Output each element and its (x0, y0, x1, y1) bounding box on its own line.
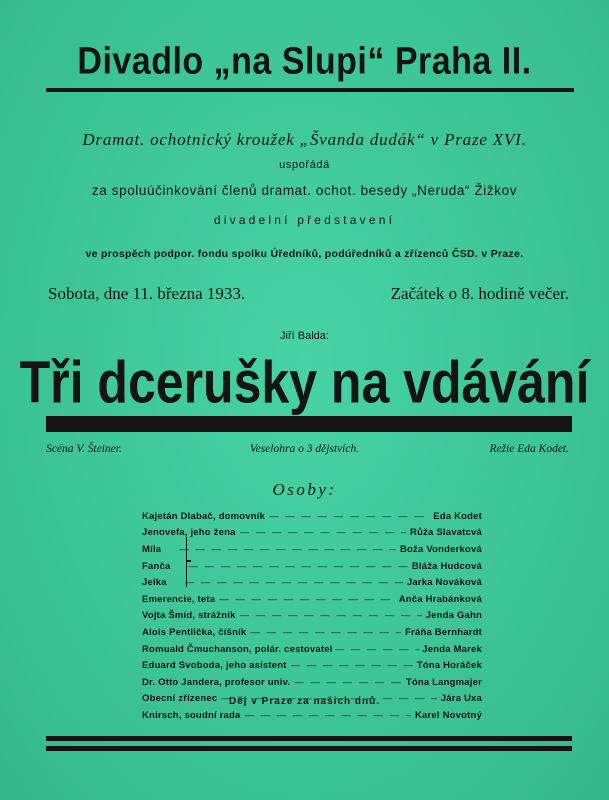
organizes-word: uspořádá (279, 159, 330, 171)
actor-name: Jarka Nováková (406, 577, 482, 589)
role-name: Dr. Otto Jandera, profesor univ. (142, 676, 291, 688)
cast-list (142, 508, 482, 724)
actor-name: Jára Uxa (440, 693, 482, 705)
director-credit: Režie Eda Kodet. (489, 443, 569, 455)
start-time: Začátek o 8. hodině večer. (390, 284, 569, 303)
actor-name: Anča Hrabánková (398, 593, 482, 605)
role-name: Kajetán Dlabač, domovník (142, 510, 266, 522)
organizer-line: Dramat. ochotnický kroužek „Švanda dudák“ v Praze XVI. (82, 130, 527, 149)
cooperation-line: za spoluúčinkování členů dramat. ochot. besedy „Neruda“ Žižkov (91, 183, 518, 198)
role-name: Knirsch, soudní rada (142, 709, 241, 721)
cast-row (142, 591, 482, 608)
role-name: Eduard Svoboda, jeho asistent (142, 660, 287, 672)
role-name: Romuald Čmuchanson, polár. cestovatel (142, 643, 333, 655)
actor-name: Růža Slavatcvá (410, 527, 482, 539)
benefit-line: ve prospěch podpor. fondu spolku Úředníků, podúředníků a zřízenců ČSD. v Praze. (85, 248, 524, 260)
sisters-brace (178, 537, 187, 587)
leader-dashes (179, 544, 396, 555)
role-name: Obecní zřízenec (142, 693, 218, 705)
role-name: Emerencie, teta (142, 593, 216, 605)
leader-dashes (245, 710, 411, 721)
role-name: Vojta Šmíd, strážník (142, 610, 236, 622)
cast-row (142, 624, 482, 641)
role-name: Míla (142, 543, 162, 555)
role-name: Fanča (142, 560, 171, 572)
setting-line: Děj v Praze za našich dnů. (228, 696, 381, 707)
bottom-rule-1 (46, 736, 572, 741)
actor-name: Boža Vonderková (399, 543, 482, 555)
leader-dashes (240, 610, 422, 621)
performance-line: divadelní představení (213, 213, 396, 227)
actor-name: Tóna Langmajer (405, 676, 482, 688)
cast-row (142, 657, 482, 674)
leader-dashes (335, 644, 421, 655)
bottom-rule-2 (46, 746, 572, 751)
leader-dashes (240, 527, 406, 538)
scene-credit: Scéna V. Šteiner. (46, 443, 122, 455)
cast-heading: Osoby: (272, 480, 337, 499)
top-rule (46, 88, 574, 92)
cast-row (142, 674, 482, 691)
cast-row (142, 707, 482, 724)
cast-row (142, 558, 482, 575)
cast-row (142, 508, 482, 525)
role-name: Jenovefa, jeho žena (142, 527, 236, 539)
actor-name: Eda Kodet (433, 510, 482, 522)
role-name: Alois Pentlička, číšník (142, 626, 247, 638)
role-name: Jelka (142, 577, 167, 589)
leader-dashes (250, 627, 401, 638)
title-rule (46, 416, 572, 432)
cast-row (142, 608, 482, 625)
leader-dashes (188, 561, 407, 572)
leader-dashes (291, 660, 413, 671)
leader-dashes (269, 511, 429, 522)
actor-name: Fráňa Bernhardt (405, 626, 482, 638)
cast-row (142, 641, 482, 658)
leader-dashes (185, 577, 403, 588)
theater-name: Divadlo „na Slupi“ Praha II. (77, 39, 532, 83)
genre-credit: Veselohra o 3 dějstvích. (249, 443, 360, 455)
leader-dashes (294, 677, 402, 688)
author-name: Jiří Balda: (280, 330, 329, 342)
leader-dashes (219, 594, 395, 605)
cast-row (142, 541, 482, 558)
cast-row (142, 525, 482, 542)
actor-name: Jenda Marek (422, 643, 482, 655)
actor-name: Tóna Horáček (416, 660, 482, 672)
performance-date: Sobota, dne 11. března 1933. (48, 284, 246, 303)
cast-row (142, 574, 482, 591)
play-title: Tři dcerušky na vdávání (19, 349, 590, 416)
actor-name: Karel Novotný (414, 709, 482, 721)
actor-name: Bláža Hudcová (411, 560, 482, 572)
actor-name: Jenda Gahn (425, 610, 482, 622)
